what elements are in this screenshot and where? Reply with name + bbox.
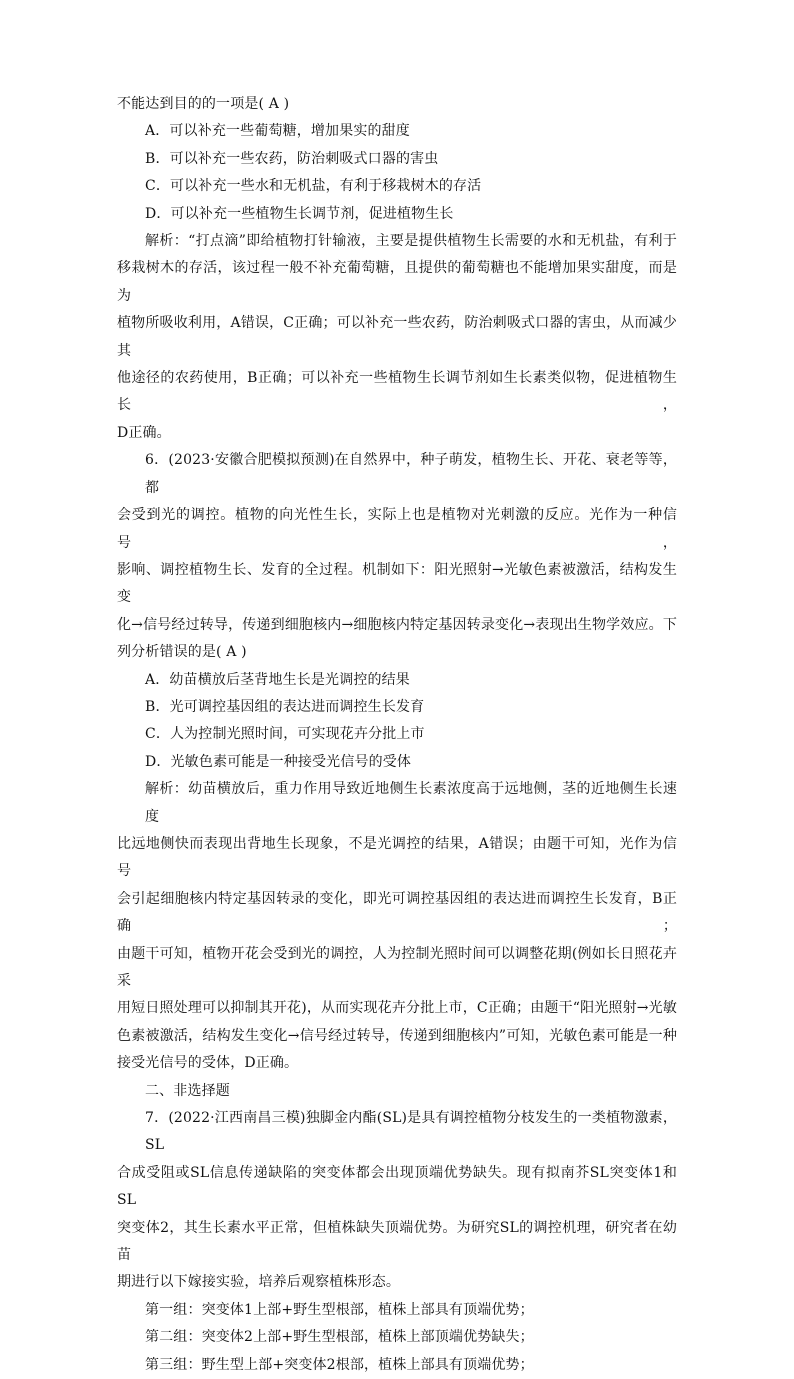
q6-stem-line: 化→信号经过转导，传递到细胞核内→细胞核内特定基因转录变化→表现出生物学效应。下 bbox=[117, 616, 677, 633]
page-content bbox=[117, 91, 677, 1379]
q6-analysis-line: 色素被激活，结构发生变化→信号经过转导，传递到细胞核内”可知，光敏色素可能是一种 bbox=[117, 1027, 677, 1044]
q5-analysis-line: 他途径的农药使用，B正确；可以补充一些植物生长调节剂如生长素类似物，促进植物生长， bbox=[117, 370, 677, 414]
q6-analysis-line: 解析：幼苗横放后，重力作用导致近地侧生长素浓度高于远地侧，茎的近地侧生长速度 bbox=[145, 781, 677, 825]
q5-analysis-line: 解析：“打点滴”即给植物打针输液，主要是提供植物生长需要的水和无机盐，有利于 bbox=[145, 233, 677, 250]
q5-analysis-line: D正确。 bbox=[117, 424, 171, 441]
q6-option-d: D．光敏色素可能是一种接受光信号的受体 bbox=[145, 753, 412, 770]
q7-stem-line: 7．(2022·江西南昌三模)独脚金内酯(SL)是具有调控植物分枝发生的一类植物激素，SL bbox=[145, 1110, 677, 1154]
q6-stem-line: 列分析错误的是( A ) bbox=[117, 644, 247, 661]
q6-analysis-line: 会引起细胞核内特定基因转录的变化，即光可调控基因组的表达进而调控生长发育，B正确； bbox=[117, 890, 677, 935]
q7-stem-line: 合成受阻或SL信息传递缺陷的突变体都会出现顶端优势缺失。现有拟南芥SL突变体1和SL bbox=[117, 1164, 677, 1209]
q6-stem-line: 6．(2023·安徽合肥模拟预测)在自然界中，种子萌发，植物生长、开花、衰老等等，都 bbox=[145, 452, 677, 496]
q6-option-a: A．幼苗横放后茎背地生长是光调控的结果 bbox=[145, 671, 410, 688]
q6-analysis-line: 接受光信号的受体，D正确。 bbox=[117, 1055, 299, 1072]
q7-stem-line: 突变体2，其生长素水平正常，但植株缺失顶端优势。为研究SL的调控机理，研究者在幼苗 bbox=[117, 1219, 677, 1264]
q6-option-c: C．人为控制光照时间，可实现花卉分批上市 bbox=[145, 726, 425, 743]
q5-option-d: D．可以补充一些植物生长调节剂，促进植物生长 bbox=[145, 205, 454, 222]
q7-group-2: 第二组：突变体2上部+野生型根部，植株上部顶端优势缺失； bbox=[145, 1329, 534, 1346]
q6-option-b: B．光可调控基因组的表达进而调控生长发育 bbox=[145, 698, 425, 715]
q6-analysis-line: 由题干可知，植物开花会受到光的调控，人为控制光照时间可以调整花期(例如长日照花卉采 bbox=[117, 945, 677, 989]
q5-option-a: A．可以补充一些葡萄糖，增加果实的甜度 bbox=[145, 123, 410, 140]
q7-group-3: 第三组：野生型上部+突变体2根部，植株上部具有顶端优势； bbox=[145, 1356, 534, 1373]
q5-analysis-line: 移栽树木的存活，该过程一般不补充葡萄糖，且提供的葡萄糖也不能增加果实甜度，而是为 bbox=[117, 260, 677, 304]
q6-stem-line: 会受到光的调控。植物的向光性生长，实际上也是植物对光刺激的反应。光作为一种信号， bbox=[117, 507, 677, 551]
q6-analysis-line: 比远地侧快而表现出背地生长现象，不是光调控的结果，A错误；由题干可知，光作为信号 bbox=[117, 835, 677, 880]
q6-analysis-line: 用短日照处理可以抑制其开花)，从而实现花卉分批上市，C正确；由题干“阳光照射→光敏 bbox=[117, 1000, 677, 1017]
q5-option-c: C．可以补充一些水和无机盐，有利于移栽树木的存活 bbox=[145, 178, 482, 195]
q7-stem-line: 期进行以下嫁接实验，培养后观察植株形态。 bbox=[117, 1274, 400, 1291]
q5-stem-tail: 不能达到目的的一项是( A ) bbox=[117, 96, 290, 112]
q7-group-1: 第一组：突变体1上部+野生型根部，植株上部具有顶端优势； bbox=[145, 1301, 534, 1318]
q5-analysis-line: 植物所吸收利用，A错误，C正确；可以补充一些农药，防治刺吸式口器的害虫，从而减少其 bbox=[117, 315, 677, 359]
section-heading: 二、非选择题 bbox=[145, 1082, 230, 1099]
q5-option-b: B．可以补充一些农药，防治刺吸式口器的害虫 bbox=[145, 150, 439, 167]
q6-stem-line: 影响、调控植物生长、发育的全过程。机制如下：阳光照射→光敏色素被激活，结构发生变 bbox=[117, 561, 677, 606]
